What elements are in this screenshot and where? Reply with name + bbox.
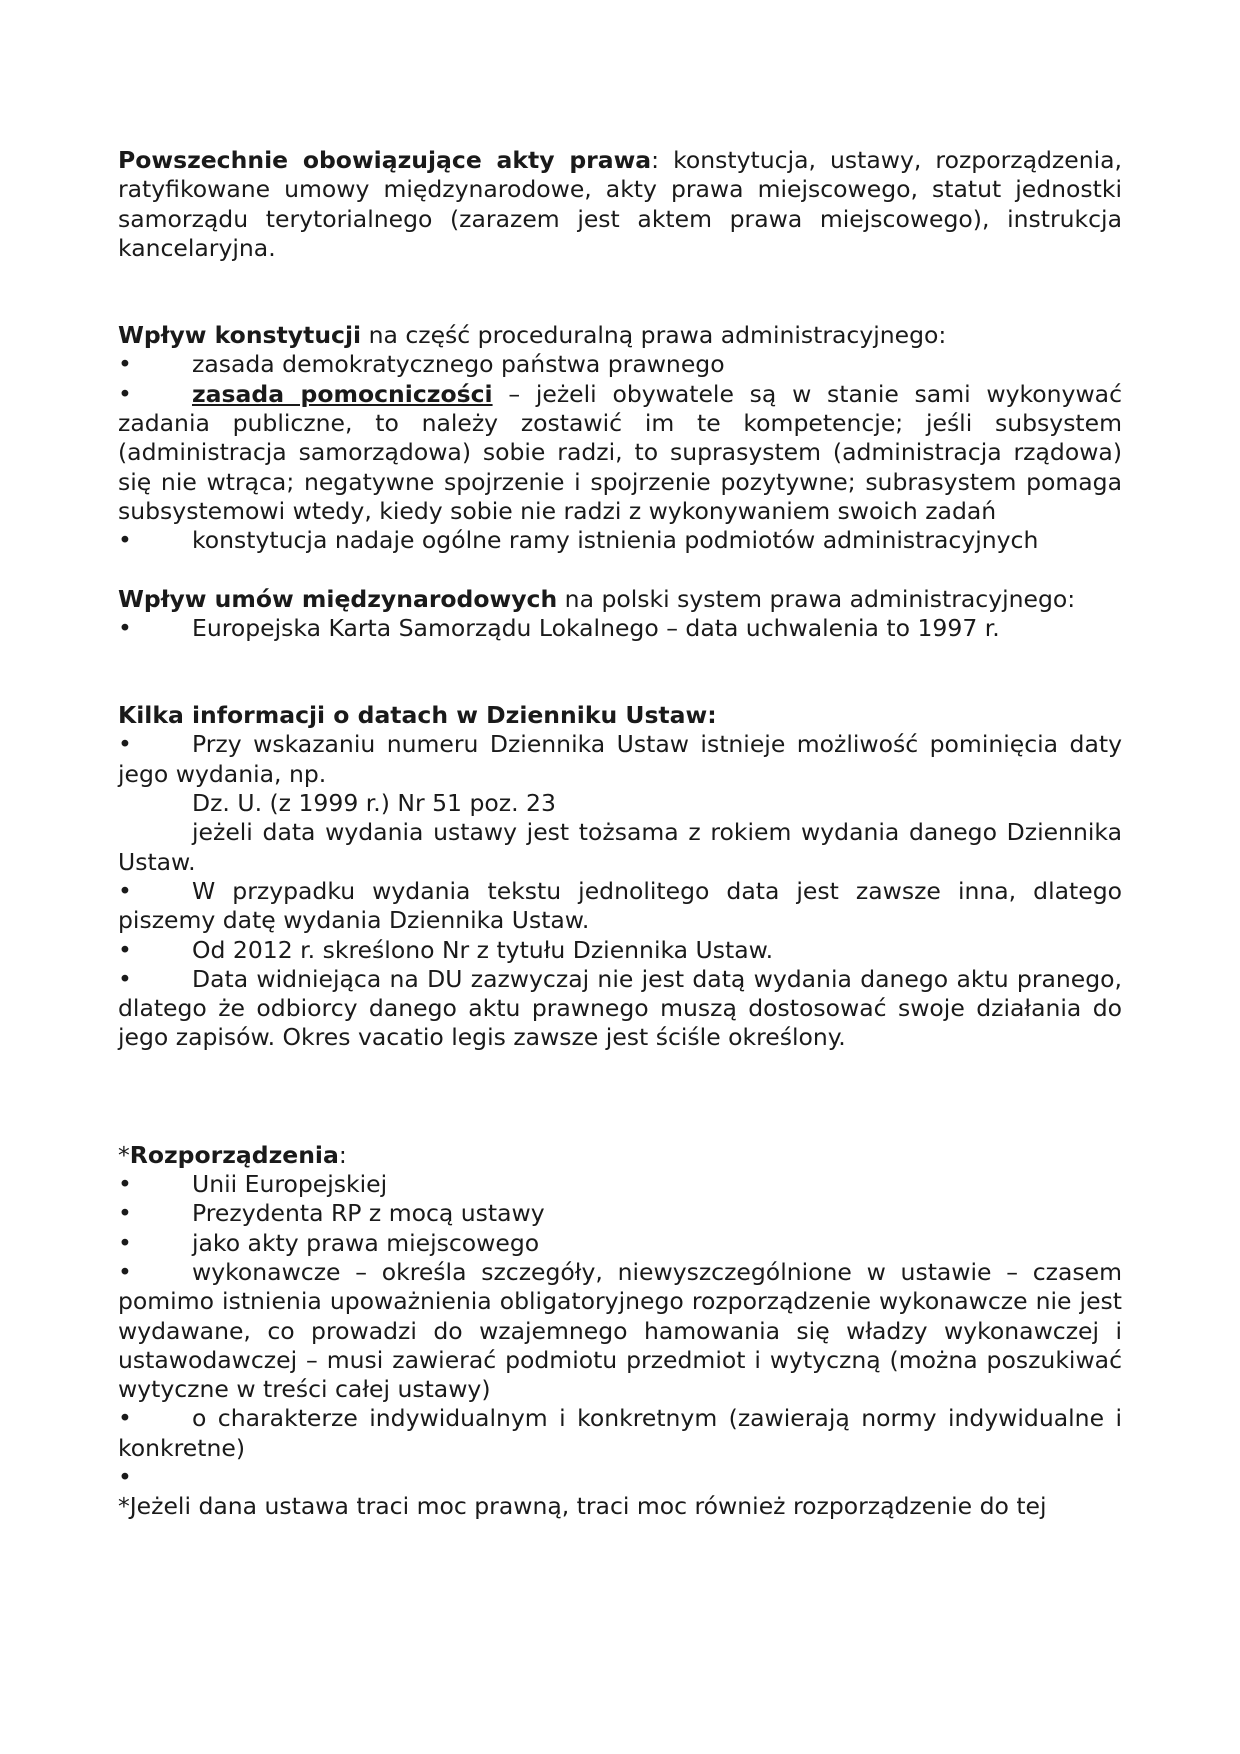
list-item: • Od 2012 r. skreślono Nr z tytułu Dziennika Ustaw. <box>118 935 774 964</box>
bullet-icon: • <box>118 1199 132 1228</box>
list-item: • konstytucja nadaje ogólne ramy istnienia podmiotów administracyjnych <box>118 526 1039 555</box>
heading-rozporzadzenia-line: *Rozporządzenia: <box>118 1140 347 1169</box>
paragraph-powszechne-akty <box>118 146 1122 263</box>
bullet-icon: • <box>118 613 132 642</box>
list-item: • Unii Europejskiej <box>118 1170 388 1199</box>
paragraph-wplyw-umow <box>118 585 1122 614</box>
example-citation: Dz. U. (z 1999 r.) Nr 51 poz. 23 <box>192 789 556 818</box>
bullet-icon: • <box>118 1228 132 1257</box>
heading-powszechne-akty: Powszechnie obowiązujące akty prawa <box>118 146 652 174</box>
heading-wplyw-konstytucji: Wpływ konstytucji <box>118 321 362 350</box>
list-item: • wykonawcze – określa szczegóły, niewyszczególnione w ustawie – czasem pomimo istnienia upoważnienia obligatoryjnego rozporządzenie wykonawcze nie jest wydawane, co prowadzi do wzajemnego hamowania się władzy wykonawczej i ustawodawczej – musi zawierać podmiotu przedmiot i wytyczną (można poszukiwać wytyczne w treści całej ustawy) <box>118 1257 1122 1404</box>
bullet-icon: • <box>118 1462 132 1491</box>
bullet-icon: • <box>118 1404 132 1433</box>
paragraph-text: na część proceduralną prawa administracyjnego: <box>361 321 947 350</box>
list-item: • W przypadku wydania tekstu jednolitego data jest zawsze inna, dlatego piszemy datę wydania Dziennika Ustaw. <box>118 876 1122 935</box>
bullet-icon: • <box>118 876 132 905</box>
list-item: • Prezydenta RP z mocą ustawy <box>118 1199 545 1228</box>
paragraph-text: na polski system prawa administracyjnego: <box>557 584 1076 613</box>
list-item: • zasada demokratycznego państwa prawnego <box>118 350 725 379</box>
list-item: • o charakterze indywidualnym i konkretnym (zawierają normy indywidualne i konkretne) <box>118 1404 1122 1462</box>
list-item: • zasada pomocniczości – jeżeli obywatele są w stanie sami wykonywać zadania publiczne, to należy zostawić im te kompetencje; jeśli subsystem (administracja samorządowa) sobie radzi, to suprasystem (administracja rządowa) się nie wtrąca; negatywne spojrzenie i spojrzenie pozytywne; subrasystem pomaga subsystemowi wtedy, kiedy sobie nie radzi z wykonywaniem swoich zadań <box>118 379 1123 525</box>
paragraph-wplyw-konstytucji <box>118 321 1122 350</box>
heading-daty-dziennik-ustaw-line <box>118 701 1122 730</box>
term-zasada-pomocniczosci: zasada pomocniczości <box>192 379 493 408</box>
list-item: • Przy wskazaniu numeru Dziennika Ustaw istnieje możliwość pominięcia daty jego wydania, np. <box>118 730 1122 788</box>
list-item: • Europejska Karta Samorządu Lokalnego – data uchwalenia to 1997 r. <box>118 613 1000 642</box>
list-item: • Data widniejąca na DU zazwyczaj nie jest datą wydania danego aktu pranego, dlatego że odbiorcy danego aktu prawnego muszą dostosować swoje działania do jego zapisów. Okres vacatio legis zawsze jest ściśle określony. <box>118 964 1122 1052</box>
bullet-icon: • <box>118 935 132 964</box>
bullet-icon: • <box>118 1170 132 1199</box>
heading-rozporzadzenia: Rozporządzenia <box>129 1140 339 1169</box>
bullet-icon: • <box>118 350 132 379</box>
footnote-text: *Jeżeli dana ustawa traci moc prawną, traci moc również rozporządzenie do tej <box>118 1492 1047 1521</box>
bullet-icon: • <box>118 730 132 759</box>
document-body <box>118 146 1122 1522</box>
continuation-text: jeżeli data wydania ustawy jest tożsama z rokiem wydania danego Dziennika Ustaw. <box>118 818 1122 876</box>
bullet-icon: • <box>118 526 132 555</box>
list-item-empty <box>118 1463 1122 1492</box>
heading-wplyw-umow: Wpływ umów międzynarodowych <box>118 584 558 613</box>
bullet-icon: • <box>118 1257 132 1286</box>
bullet-icon: • <box>118 964 132 993</box>
list-item: • jako akty prawa miejscowego <box>118 1228 540 1257</box>
bullet-icon: • <box>118 379 132 408</box>
heading-daty-dziennik-ustaw: Kilka informacji o datach w Dzienniku Ustaw: <box>118 701 717 730</box>
paragraph-text: : konstytucja, ustawy, rozporządzenia, ratyfikowane umowy międzynarodowe, akty prawa miejscowego, statut jednostki samorządu terytorialnego (zarazem jest aktem prawa miejscowego), instrukcja kancelaryjna. <box>118 146 1122 262</box>
